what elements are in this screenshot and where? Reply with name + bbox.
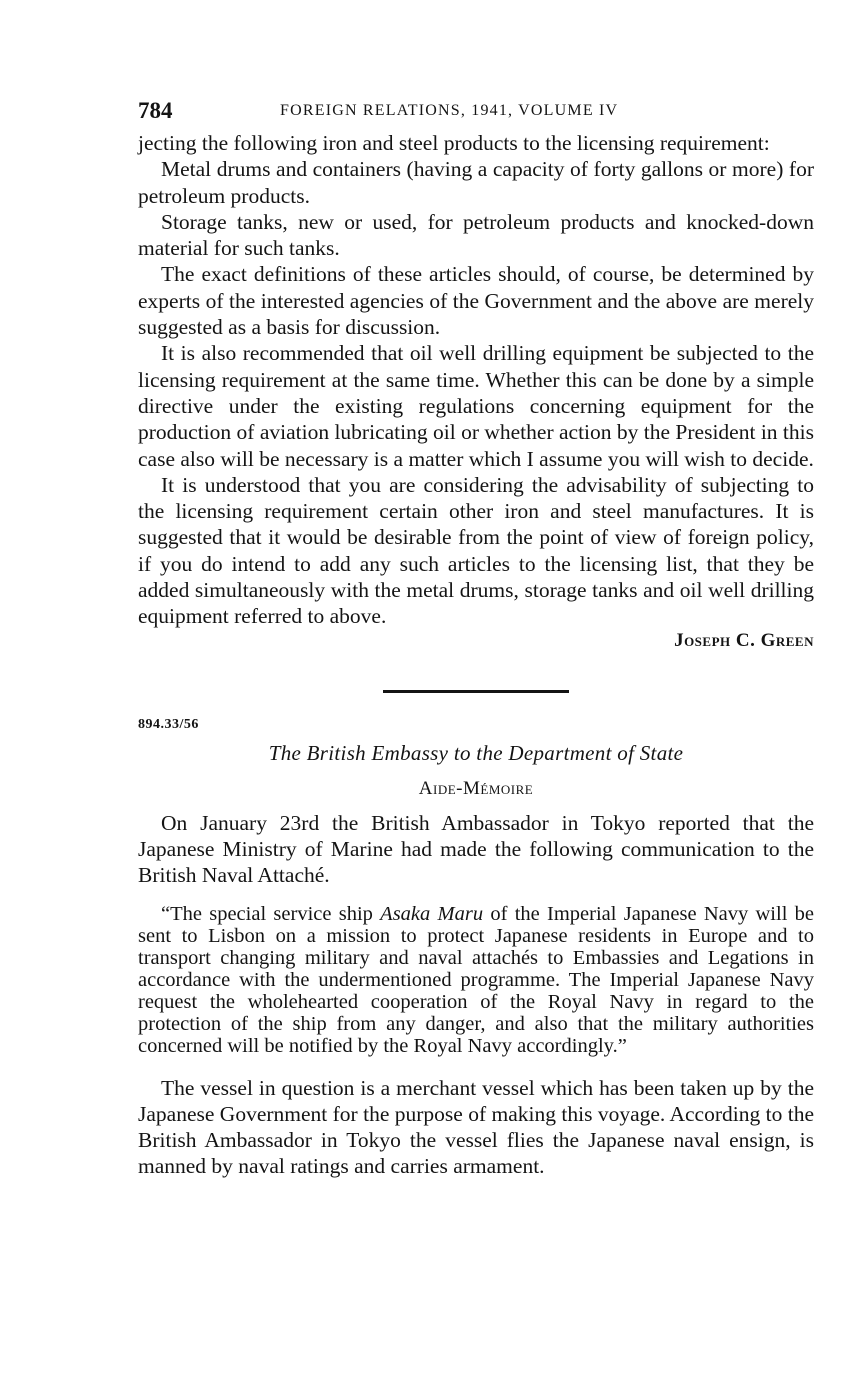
ship-name: Asaka Maru <box>380 902 484 925</box>
quote-text-end: of the Imperial Japanese Navy will be sent to Lisbon on a mission to protect Japanese residents in Europe and to transport changing military and naval attachés to Embassies and Legations in accordance with the undermentioned programme. The Imperial Japanese Navy request the wholehearted cooperation of the Royal Navy in regard to the protection of the ship from any danger, and also that the military authorities concerned will be notified by the Royal Navy accordingly.” <box>138 902 814 1057</box>
page-number: 784 <box>138 98 173 123</box>
letter-paragraph-5: It is also recommended that oil well drilling equipment be subjected to the licensing requirement at the same time. Whether this can be done by a simple directive under the existing regulations concerning equipment for the production of aviation lubricating oil or whether action by the President in this case also will be necessary is a matter which I assume you will wish to decide. <box>138 341 814 471</box>
quote-text-start: “The special service ship <box>161 902 381 925</box>
letter-paragraph-3: Storage tanks, new or used, for petroleum products and knocked-down material for such tanks. <box>138 209 814 261</box>
memo-heading: Aide-Mémoire <box>418 777 534 799</box>
letter-paragraph-1: jecting the following iron and steel products to the licensing requirement: <box>138 131 770 155</box>
file-number: 894.33/56 <box>138 716 199 732</box>
running-head: FOREIGN RELATIONS, 1941, VOLUME IV <box>280 102 619 119</box>
document-title: The British Embassy to the Department of State <box>268 740 684 765</box>
memo-intro-paragraph: On January 23rd the British Ambassador in Tokyo reported that the Japanese Ministry of Marine had made the following communication to the British Naval Attaché. <box>138 810 814 888</box>
section-divider <box>383 690 569 693</box>
letter-paragraph-4: The exact definitions of these articles should, of course, be determined by experts of the interested agencies of the Government and the above are merely suggested as a basis for discussion. <box>138 262 814 340</box>
letter-paragraph-6: It is understood that you are considering the advisability of subjecting to the licensing requirement certain other iron and steel manufactures. It is suggested that it would be desirable from the point of view of foreign policy, if you do intend to add any such articles to the licensing list, that they be added simultaneously with the metal drums, storage tanks and oil well drilling equipment referred to above. <box>138 472 814 629</box>
quoted-communication <box>138 903 814 1057</box>
signature: Joseph C. Green <box>674 629 814 651</box>
memo-closing-paragraph: The vessel in question is a merchant vessel which has been taken up by the Japanese Government for the purpose of making this voyage. According to the British Ambassador in Tokyo the vessel flies the Japanese naval ensign, is manned by naval ratings and carries armament. <box>138 1075 814 1179</box>
page-header <box>138 96 814 130</box>
letter-paragraph-2: Metal drums and containers (having a capacity of forty gallons or more) for petroleum products. <box>138 157 814 208</box>
document-page <box>138 96 814 1180</box>
